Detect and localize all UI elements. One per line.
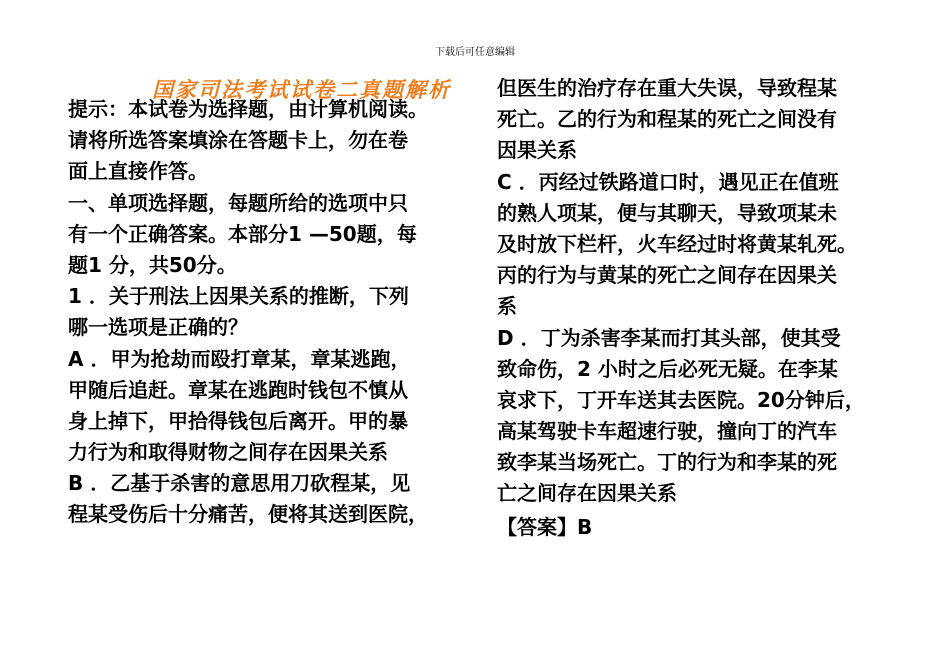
text-line: 身上掉下，甲拾得钱包后离开。甲的暴 xyxy=(68,408,408,433)
text-line: 提示：本试卷为选择题，由计算机阅读。 xyxy=(68,97,428,121)
document-title: 国家司法考试试卷二真题解析 xyxy=(152,78,451,102)
text-line: 程某受伤后十分痛苦，便将其送到医院， xyxy=(68,502,428,527)
text-line: D ．丁为杀害李某而打其头部，使其受 xyxy=(497,325,841,350)
text-line: A ．甲为抢劫而殴打章某，章某逃跑， xyxy=(68,346,411,371)
page-header: 下载后可任意编辑 xyxy=(435,47,515,58)
text-line: 高某驾驶卡车超速行驶，撞向丁的汽车 xyxy=(497,419,837,444)
text-line: 及时放下栏杆，火车经过时将黄某轧死。 xyxy=(497,231,857,256)
text-line: 但医生的治疗存在重大失误，导致程某 xyxy=(497,76,837,100)
text-line: 有一个正确答案。本部分1 —50题，每 xyxy=(68,221,417,246)
text-line: 甲随后追赶。章某在逃跑时钱包不慎从 xyxy=(68,377,408,402)
text-line: 哀求下，丁开车送其去医院。20分钟后， xyxy=(497,387,865,412)
text-line: B ．乙基于杀害的意思用刀砍程某，见 xyxy=(68,471,411,496)
text-line: 死亡。乙的行为和程某的死亡之间没有 xyxy=(497,107,837,132)
text-line: 哪一选项是正确的？ xyxy=(68,315,248,340)
text-line: 致李某当场死亡。丁的行为和李某的死 xyxy=(497,450,837,475)
left-column xyxy=(68,94,488,531)
text-line: 一、单项选择题，每题所给的选项中只 xyxy=(68,190,408,215)
text-line: 丙的行为与黄某的死亡之间存在因果关 xyxy=(497,263,837,288)
text-line: 因果关系 xyxy=(497,138,577,163)
text-line: 力行为和取得财物之间存在因果关系 xyxy=(68,440,388,465)
text-line: C ．丙经过铁路道口时，遇见正在值班 xyxy=(497,169,839,194)
text-line: 亡之间存在因果关系 xyxy=(497,481,677,506)
text-line: 请将所选答案填涂在答题卡上，勿在卷 xyxy=(68,128,408,153)
text-line: 面上直接作答。 xyxy=(68,159,208,184)
right-column xyxy=(497,73,917,543)
text-line: 的熟人项某，便与其聊天，导致项某未 xyxy=(497,200,837,225)
answer-line: 【答案】B xyxy=(497,514,593,539)
text-line: 系 xyxy=(497,294,517,319)
text-line: 致命伤，2 小时之后必死无疑。在李某 xyxy=(497,356,838,381)
text-line: 题1 分，共50分。 xyxy=(68,252,237,277)
text-line: 1 ．关于刑法上因果关系的推断，下列 xyxy=(68,284,409,309)
